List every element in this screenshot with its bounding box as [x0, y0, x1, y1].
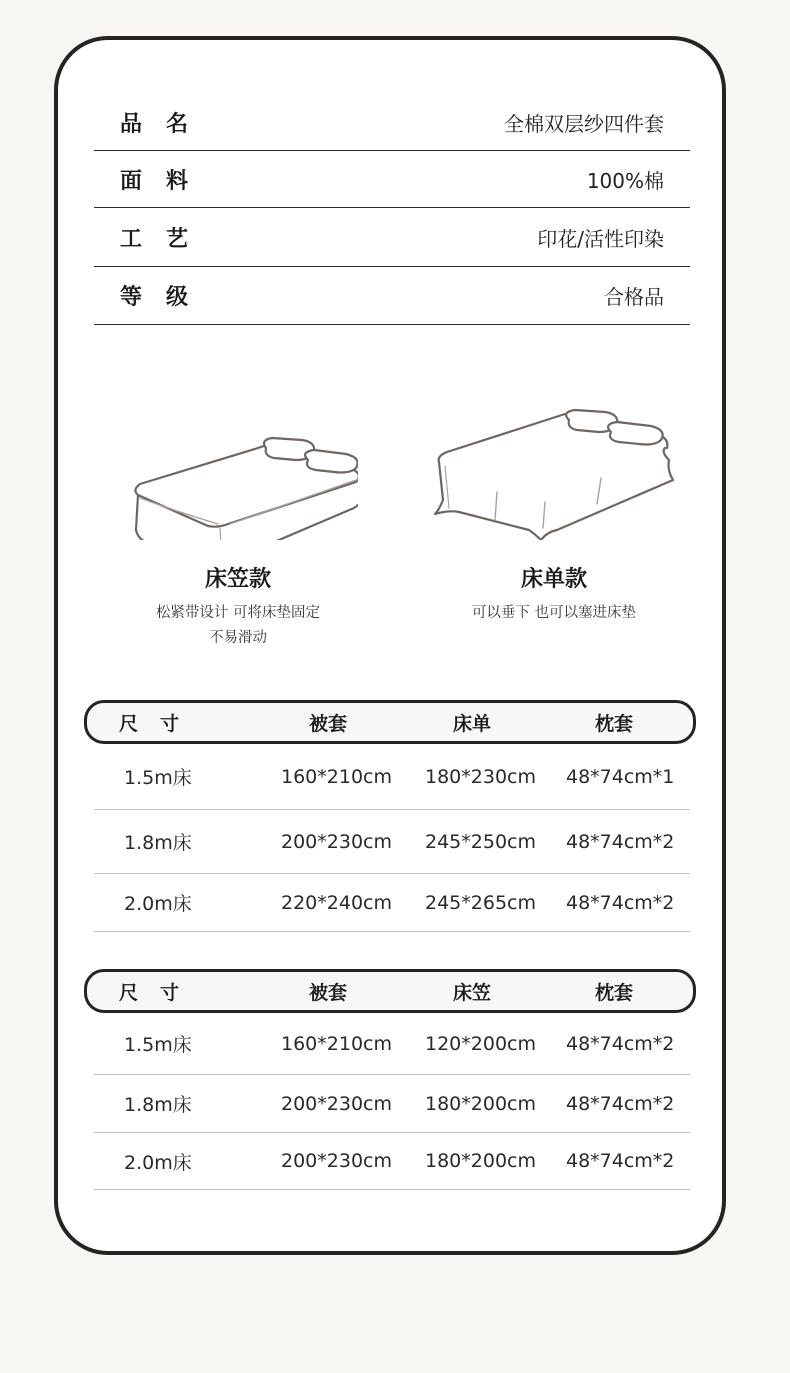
table-row — [94, 810, 690, 874]
header-cell: 被套 — [309, 981, 348, 1004]
spec-row-craft — [94, 208, 690, 267]
spec-label: 等级 — [120, 285, 213, 310]
table-row — [94, 1133, 690, 1190]
table-cell: 160*210cm — [281, 1032, 392, 1055]
header-cell: 枕套 — [595, 712, 634, 735]
spec-value: 印花/活性印染 — [537, 226, 664, 251]
table-cell: 48*74cm*2 — [566, 891, 675, 914]
table-cell: 160*210cm — [281, 765, 392, 788]
header-cell: 被套 — [309, 712, 348, 735]
bed-title: 床单款 — [520, 567, 587, 592]
table-cell: 1.5m床 — [124, 767, 192, 789]
spec-label: 面料 — [120, 168, 213, 194]
header-cell: 尺寸 — [119, 712, 202, 735]
header-cell: 床单 — [453, 712, 492, 735]
table-cell: 120*200cm — [425, 1032, 536, 1055]
table-cell: 245*250cm — [425, 830, 536, 853]
bed-desc-line: 松紧带设计 可将床垫固定 — [155, 605, 321, 621]
table-cell: 200*230cm — [281, 1092, 392, 1115]
spec-label: 品名 — [120, 111, 213, 137]
spec-card — [54, 36, 726, 1255]
table-cell: 1.5m床 — [124, 1034, 192, 1056]
spec-value: 合格品 — [604, 285, 664, 309]
bed-description — [98, 601, 378, 651]
table-cell: 48*74cm*2 — [566, 1150, 675, 1172]
bed-type-fitted — [98, 400, 378, 651]
table-cell: 2.0m床 — [124, 893, 192, 915]
table-cell: 180*200cm — [425, 1150, 536, 1172]
table-header — [84, 700, 696, 744]
table-cell: 48*74cm*2 — [566, 830, 675, 853]
table-row — [94, 1075, 690, 1133]
table-row — [94, 744, 690, 810]
bed-desc-line: 可以垂下 也可以塞进床垫 — [471, 605, 637, 621]
table-cell: 1.8m床 — [124, 1094, 192, 1116]
bed-desc-line: 不易滑动 — [209, 630, 267, 646]
table-cell: 48*74cm*1 — [566, 765, 675, 788]
bed-type-flat — [414, 400, 694, 626]
table-cell: 48*74cm*2 — [566, 1032, 675, 1055]
spec-row-fabric — [94, 151, 690, 208]
table-cell: 200*230cm — [281, 1150, 392, 1172]
spec-row-grade — [94, 267, 690, 325]
table-cell: 1.8m床 — [124, 832, 192, 854]
table-cell: 220*240cm — [281, 891, 392, 914]
table-cell: 48*74cm*2 — [566, 1092, 675, 1115]
header-cell: 枕套 — [595, 981, 634, 1004]
size-table-fitted — [84, 969, 696, 1190]
header-cell: 尺寸 — [119, 981, 202, 1004]
spec-row-name — [94, 94, 690, 151]
spec-label: 工艺 — [120, 226, 213, 252]
size-table-flat — [84, 700, 696, 932]
table-cell: 200*230cm — [281, 830, 392, 853]
spec-value: 100%棉 — [586, 168, 664, 193]
table-cell: 2.0m床 — [124, 1151, 192, 1174]
fitted-sheet-bed-icon — [118, 400, 358, 540]
table-cell: 180*230cm — [425, 765, 536, 788]
flat-sheet-bed-icon — [429, 400, 679, 540]
bed-title: 床笠款 — [204, 567, 271, 592]
table-cell: 245*265cm — [425, 891, 536, 914]
table-row — [94, 874, 690, 932]
header-cell: 床笠 — [453, 981, 492, 1004]
table-cell: 180*200cm — [425, 1092, 536, 1115]
table-header — [84, 969, 696, 1013]
spec-value: 全棉双层纱四件套 — [504, 111, 664, 136]
table-row — [94, 1013, 690, 1075]
bed-description — [414, 601, 694, 626]
